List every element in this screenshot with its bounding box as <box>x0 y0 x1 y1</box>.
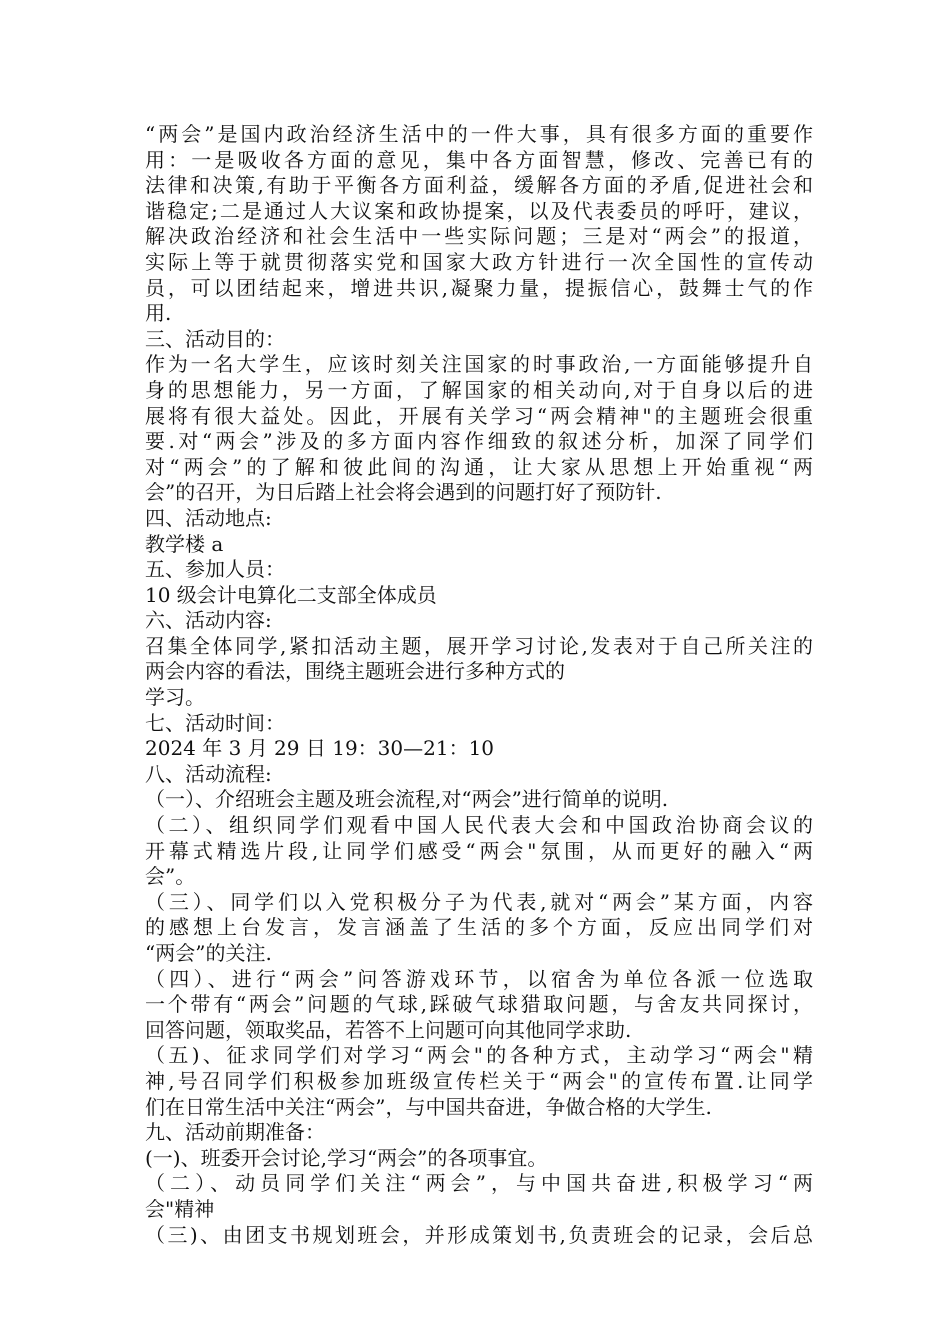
text-line: 的感想上台发言，发言涵盖了生活的多个方面，反应出同学们对 <box>145 915 813 940</box>
section-heading: 八、活动流程: <box>145 761 272 786</box>
section-heading: 七、活动时间： <box>145 710 285 735</box>
text-line: 两会内容的看法，围绕主题班会进行多种方式的 <box>145 659 565 684</box>
text-line: 谐稳定;二是通过人大议案和政协提案，以及代表委员的呼吁，建议， <box>145 198 813 223</box>
section-heading: 五、参加人员： <box>145 557 285 582</box>
text-line: 召集全体同学,紧扣活动主题，展开学习讨论,发表对于自己所关注的 <box>145 633 813 658</box>
text-line: 2024 年 3 月 29 日 19：30—21：10 <box>145 736 495 761</box>
text-line: 实际上等于就贯彻落实党和国家大政方针进行一次全国性的宣传动 <box>145 249 813 274</box>
text-line: 会”。 <box>145 864 196 889</box>
text-line: （一）、介绍班会主题及班会流程,对“两会”进行简单的说明. <box>145 787 669 812</box>
text-line: 法律和决策,有助于平衡各方面利益，缓解各方面的矛盾,促进社会和 <box>145 173 813 198</box>
section-heading: 四、活动地点: <box>145 505 272 530</box>
text-line: 会”的召开，为日后踏上社会将会遇到的问题打好了预防针. <box>145 480 662 505</box>
text-line: 作为一名大学生，应该时刻关注国家的时事政治,一方面能够提升自 <box>145 352 813 377</box>
text-line: 开幕式精选片段,让同学们感受“两会"氛围，从而更好的融入“两 <box>145 838 813 863</box>
text-line: “两会”是国内政治经济生活中的一件大事，具有很多方面的重要作 <box>145 122 813 146</box>
text-line: （二）、组织同学们观看中国人民代表大会和中国政治协商会议的 <box>145 813 813 838</box>
text-line: 们在日常生活中关注“两会”，与中国共奋进，争做合格的大学生. <box>145 1094 712 1119</box>
text-line: （二）、动员同学们关注“两会”，与中国共奋进,积极学习“两 <box>145 1171 813 1196</box>
text-line: 展将有很大益处。因此，开展有关学习“两会精神"的主题班会很重 <box>145 403 813 428</box>
section-heading: 三、活动目的： <box>145 326 285 351</box>
text-line: （四）、进行“两会”问答游戏环节，以宿舍为单位各派一位选取 <box>145 966 813 991</box>
text-line: 学习。 <box>145 685 205 710</box>
text-line: 会"精神 <box>145 1196 215 1221</box>
text-line: 神,号召同学们积极参加班级宣传栏关于“两会"的宣传布置.让同学 <box>145 1068 813 1093</box>
section-heading: 六、活动内容: <box>145 608 272 633</box>
text-line: （三）、同学们以入党积极分子为代表,就对“两会”某方面，内容 <box>145 889 813 914</box>
text-line: 要.对“两会”涉及的多方面内容作细致的叙述分析，加深了同学们 <box>145 429 813 454</box>
text-line: 对“两会”的了解和彼此间的沟通，让大家从思想上开始重视“两 <box>145 454 813 479</box>
text-line: 解决政治经济和社会生活中一些实际问题；三是对“两会”的报道， <box>145 224 813 249</box>
text-line: 身的思想能力，另一方面，了解国家的相关动向,对于自身以后的进 <box>145 377 813 402</box>
section-heading: 九、活动前期准备： <box>145 1120 325 1145</box>
text-line: 用：一是吸收各方面的意见，集中各方面智慧，修改、完善已有的 <box>145 147 813 172</box>
text-line: （三)、由团支书规划班会，并形成策划书,负责班会的记录，会后总 <box>145 1222 813 1247</box>
text-line: 一个带有“两会”问题的气球,踩破气球猎取问题，与舍友共同探讨， <box>145 992 813 1017</box>
text-line: “两会”的关注. <box>145 941 272 965</box>
text-line: (一)、班委开会讨论,学习“两会”的各项事宜。 <box>145 1145 548 1170</box>
document-body <box>145 122 813 1248</box>
text-line: 员，可以团结起来，增进共识,凝聚力量，提振信心，鼓舞士气的作 <box>145 275 813 300</box>
text-line: 回答问题，领取奖品，若答不上问题可向其他同学求助. <box>145 1017 632 1042</box>
text-line: （五)、征求同学们对学习“两会"的各种方式，主动学习“两会"精 <box>145 1043 813 1068</box>
text-line: 10 级会计电算化二支部全体成员 <box>145 582 437 607</box>
text-line: 用. <box>145 301 172 326</box>
text-line: 教学楼 a <box>145 531 224 556</box>
